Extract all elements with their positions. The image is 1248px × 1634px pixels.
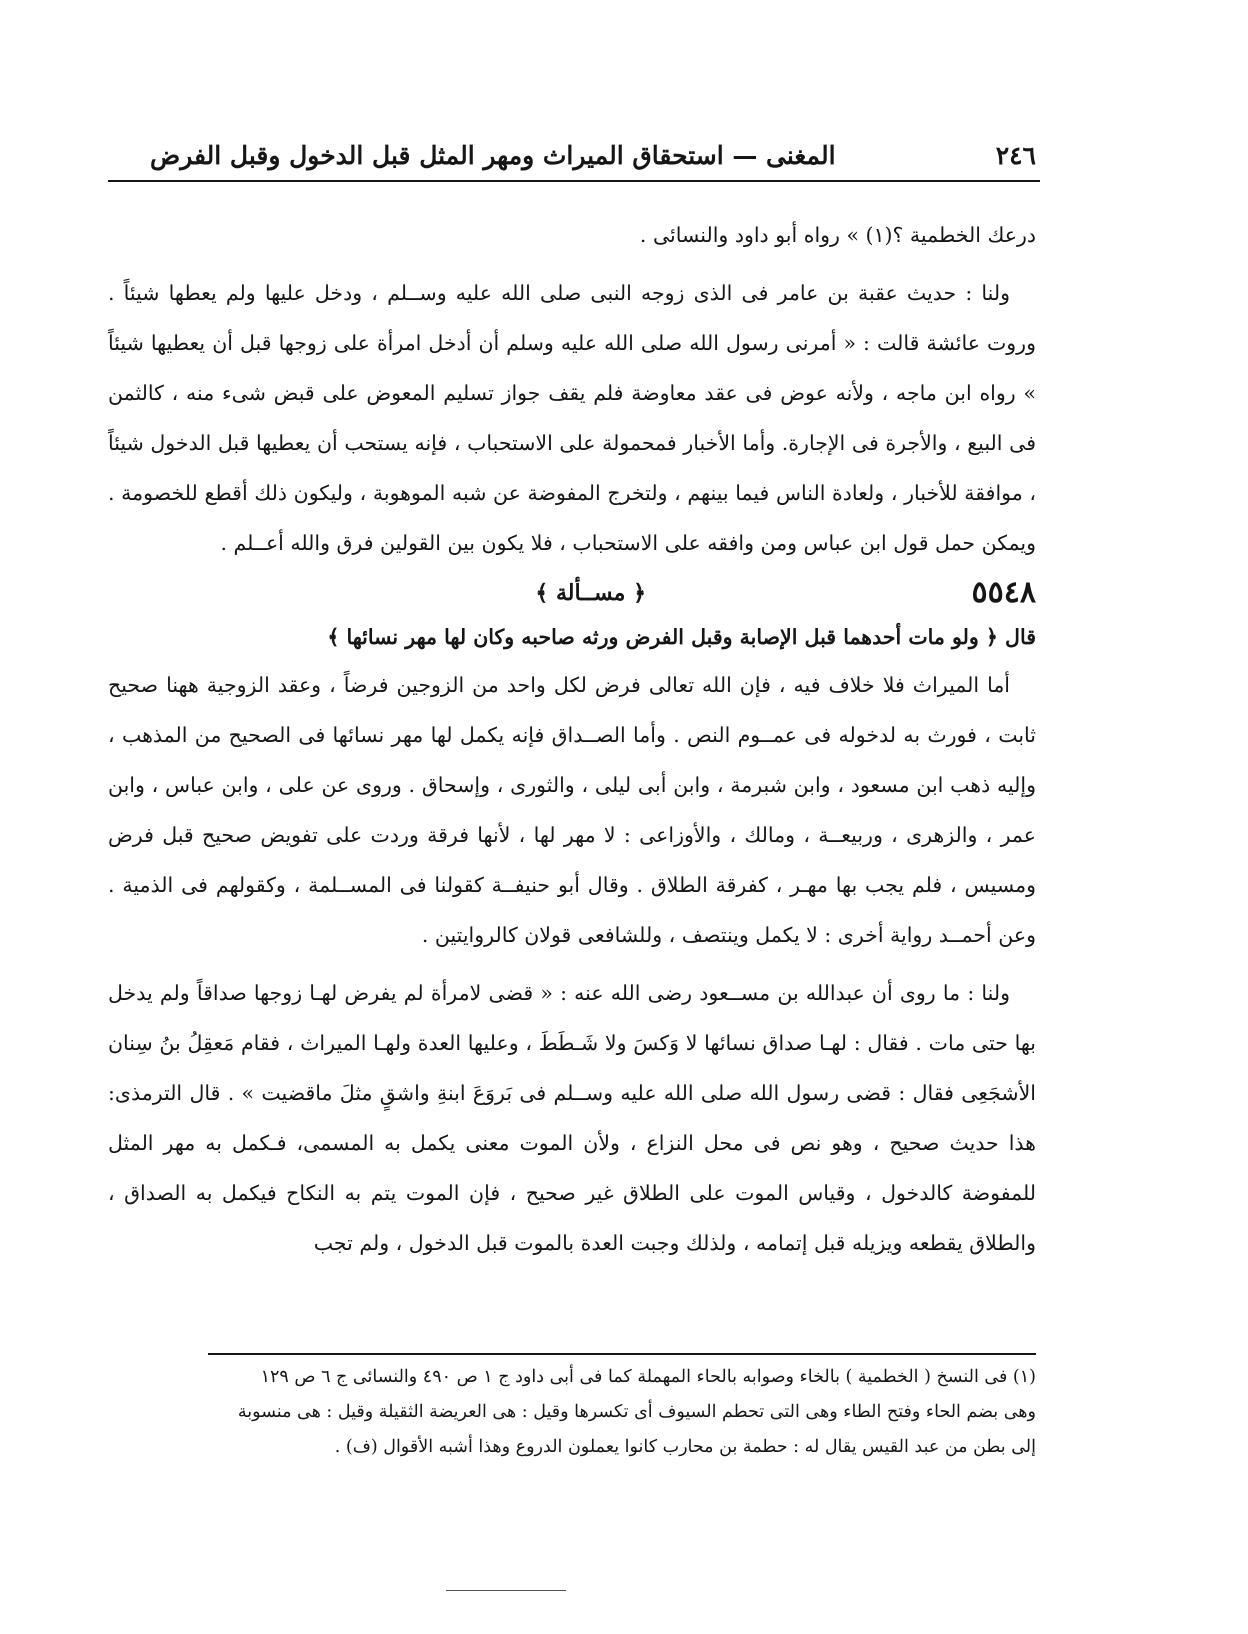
header-rule [108, 180, 1040, 182]
paragraph: ولنا : ما روى أن عبدالله بن مســعود رضى الله عنه : « قضى لامرأة لم يفرض لهـا زوجها صداقاً ولم يدخل بها حتى مات . فقال : لهـا صداق نسائها لا وَكسَ ولا شَـطَطَ ، وعليها العدة ولهـا الميراث ، فقام مَعقِلُ بنُ سِنان الأشجَعِى فقال : قضى رسول الله صلى الله عليه وســلم فى بَروَعَ ابنةِ واشقٍ مثلَ ماقضيت » . قال الترمذى: هذا حديث صحيح ، وهو نص فى محل النزاع ، ولأن الموت معنى يكمل به المسمى، فـكمل به مهر المثل للمفوضة كالدخول ، وقياس الموت على الطلاق غير صحيح ، فإن الموت يتم به النكاح فيكمل به الصداق ، والطلاق يقطعه ويزيله قبل إتمامه ، ولذلك وجبت العدة بالموت قبل الدخول ، ولم تجب [108, 981, 1036, 1255]
paragraph-continuation: درعك الخطمية ؟(١) » رواه أبو داود والنسائى . [639, 223, 1036, 247]
problem-title-line [108, 572, 1036, 614]
page-number: ٢٤٦ [995, 140, 1036, 170]
footnotes [108, 1360, 1036, 1465]
footnote-rule [208, 1353, 1036, 1355]
footnote-line: إلى بطن من عبد القيس يقال له : حطمة بن محارب كانوا يعملون الدروع وهذا أشبه الأقوال (ف) . [334, 1437, 1036, 1457]
page-header [150, 136, 1036, 174]
paragraph: ولنا : حديث عقبة بن عامر فى الذى زوجه النبى صلى الله عليه وســلم ، ودخل عليها ولم يعطها شيئاً . وروت عائشة قالت : « أمرنى رسول الله صلى الله عليه وسلم أن أدخل امرأة على زوجها قبل أن يعطيها شيئاً » رواه ابن ماجه ، ولأنه عوض فى عقد معاوضة فلم يقف جواز تسليم المعوض على قبض شىء منه ، كالثمن فى البيع ، والأجرة فى الإجارة. وأما الأخبار فمحمولة على الاستحباب ، فإنه يستحب أن يعطيها قبل الدخول شيئاً ، موافقة للأخبار ، ولعادة الناس فيما بينهم ، ولتخرج المفوضة عن شبه الموهوبة ، وليكون ذلك أقطع للخصومة . ويمكن حمل قول ابن عباس ومن وافقه على الاستحباب ، فلا يكون بين القولين فرق والله أعــلم . [108, 281, 1036, 555]
footnote-line: وهى بضم الحاء وفتح الطاء وهى التى تحطم السيوف أى تكسرها وقيل : هى العريضة الثقيلة وقيل : هى منسوبة [237, 1402, 1036, 1422]
main-text [108, 210, 1036, 1268]
footnote-line: (١) فى النسخ ( الخطمية ) بالخاء وصوابه بالحاء المهملة كما فى أبى داود ج ١ ص ٤٩٠ والنسائى ج ٦ ص ١٢٩ [260, 1367, 1036, 1387]
problem-number: ٥٥٤٨ [971, 575, 1036, 610]
running-title: المغنى — استحقاق الميراث ومهر المثل قبل الدخول وقبل الفرض [150, 140, 836, 170]
bottom-rule [446, 1590, 566, 1591]
problem-quote: قال ﴿ ولو مات أحدهما قبل الإصابة وقبل الفرض ورثه صاحبه وكان لها مهر نسائها ﴾ [327, 625, 1036, 649]
problem-heading: ﴿ مســألة ﴾ [535, 580, 646, 606]
paragraph: أما الميراث فلا خلاف فيه ، فإن الله تعالى فرض لكل واحد من الزوجين فرضاً ، وعقد الزوجية ههنا صحيح ثابت ، فورث به لدخوله فى عمــوم النص . وأما الصــداق فإنه يكمل لها مهر نسائها فى الصحيح من المذهب ، وإليه ذهب ابن مسعود ، وابن شبرمة ، وابن أبى ليلى ، والثورى ، وإسحاق . وروى عن على ، وابن عباس ، وابن عمر ، والزهرى ، وربيعــة ، ومالك ، والأوزاعى : لا مهر لها ، لأنها فرقة وردت على تفويض صحيح قبل فرض ومسيس ، فلم يجب بها مهـر ، كفرقة الطلاق . وقال أبو حنيفــة كقولنا فى المســلمة ، وكقولهم فى الذمية . وعن أحمــد رواية أخرى : لا يكمل وينتصف ، وللشافعى قولان كالروايتين . [108, 673, 1036, 947]
